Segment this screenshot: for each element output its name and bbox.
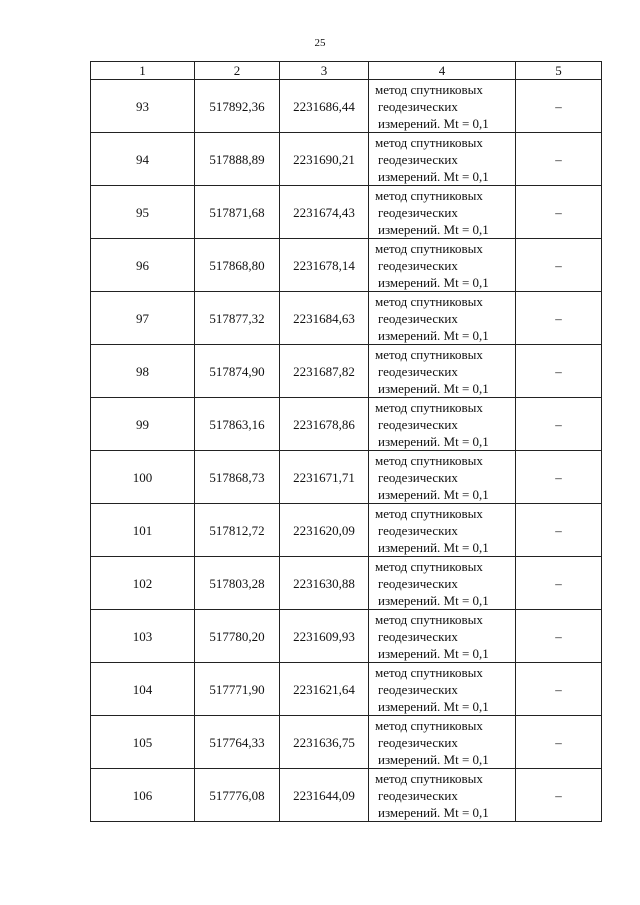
method-line: метод спутниковых [375,187,483,203]
x-coordinate-cell: 517871,68 [195,186,280,239]
method-line: измерений. Mt = 0,1 [378,433,489,449]
method-line: метод спутниковых [375,558,483,574]
method-line: измерений. Mt = 0,1 [378,592,489,608]
point-number-cell: 95 [91,186,195,239]
method-cell [369,451,516,504]
method-cell [369,398,516,451]
point-number-cell: 99 [91,398,195,451]
point-number-cell: 97 [91,292,195,345]
point-number-cell: 104 [91,663,195,716]
method-line: геодезических [378,310,458,326]
table-row [91,133,602,186]
method-line: геодезических [378,575,458,591]
note-cell: – [516,292,602,345]
note-cell: – [516,451,602,504]
y-coordinate-cell: 2231678,86 [280,398,369,451]
page-number: 25 [314,37,326,49]
column-header-4: 4 [369,62,516,80]
table-body [91,80,602,822]
table-row [91,769,602,822]
method-cell [369,186,516,239]
method-line: геодезических [378,257,458,273]
table-header [91,62,602,80]
note-cell: – [516,663,602,716]
x-coordinate-cell: 517868,80 [195,239,280,292]
method-line: метод спутниковых [375,717,483,733]
method-line: метод спутниковых [375,770,483,786]
point-number-cell: 94 [91,133,195,186]
method-line: метод спутниковых [375,293,483,309]
method-line: геодезических [378,204,458,220]
method-line: измерений. Mt = 0,1 [378,486,489,502]
method-line: геодезических [378,681,458,697]
x-coordinate-cell: 517771,90 [195,663,280,716]
method-line: метод спутниковых [375,240,483,256]
method-line: измерений. Mt = 0,1 [378,115,489,131]
point-number-cell: 105 [91,716,195,769]
method-line: измерений. Mt = 0,1 [378,751,489,767]
method-line: геодезических [378,522,458,538]
method-line: метод спутниковых [375,81,483,97]
note-cell: – [516,186,602,239]
x-coordinate-cell: 517892,36 [195,80,280,133]
note-cell: – [516,398,602,451]
method-cell [369,80,516,133]
y-coordinate-cell: 2231678,14 [280,239,369,292]
table-row [91,186,602,239]
method-line: метод спутниковых [375,346,483,362]
y-coordinate-cell: 2231674,43 [280,186,369,239]
x-coordinate-cell: 517888,89 [195,133,280,186]
x-coordinate-cell: 517776,08 [195,769,280,822]
method-line: измерений. Mt = 0,1 [378,698,489,714]
note-cell: – [516,557,602,610]
point-number-cell: 101 [91,504,195,557]
table-row [91,716,602,769]
note-cell: – [516,133,602,186]
table-row [91,292,602,345]
note-cell: – [516,504,602,557]
y-coordinate-cell: 2231620,09 [280,504,369,557]
y-coordinate-cell: 2231644,09 [280,769,369,822]
table-row [91,239,602,292]
x-coordinate-cell: 517812,72 [195,504,280,557]
table-row [91,663,602,716]
method-line: геодезических [378,363,458,379]
point-number-cell: 93 [91,80,195,133]
method-cell [369,239,516,292]
method-line: геодезических [378,628,458,644]
method-line: геодезических [378,98,458,114]
x-coordinate-cell: 517803,28 [195,557,280,610]
table-row [91,345,602,398]
method-line: измерений. Mt = 0,1 [378,168,489,184]
point-number-cell: 106 [91,769,195,822]
method-cell [369,663,516,716]
y-coordinate-cell: 2231621,64 [280,663,369,716]
table-row [91,610,602,663]
column-header-1: 1 [91,62,195,80]
method-line: геодезических [378,416,458,432]
method-cell [369,133,516,186]
note-cell: – [516,769,602,822]
method-line: измерений. Mt = 0,1 [378,804,489,820]
x-coordinate-cell: 517874,90 [195,345,280,398]
method-line: измерений. Mt = 0,1 [378,539,489,555]
column-header-3: 3 [280,62,369,80]
coordinates-table [90,61,602,822]
method-line: геодезических [378,469,458,485]
column-header-5: 5 [516,62,602,80]
point-number-cell: 103 [91,610,195,663]
y-coordinate-cell: 2231636,75 [280,716,369,769]
method-line: метод спутниковых [375,505,483,521]
method-line: метод спутниковых [375,399,483,415]
x-coordinate-cell: 517764,33 [195,716,280,769]
method-cell [369,504,516,557]
y-coordinate-cell: 2231684,63 [280,292,369,345]
method-line: геодезических [378,734,458,750]
header-row [91,62,602,80]
y-coordinate-cell: 2231609,93 [280,610,369,663]
table-row [91,451,602,504]
method-line: геодезических [378,787,458,803]
note-cell: – [516,610,602,663]
method-cell [369,716,516,769]
table-row [91,80,602,133]
note-cell: – [516,345,602,398]
table-row [91,398,602,451]
method-line: метод спутниковых [375,611,483,627]
method-line: измерений. Mt = 0,1 [378,274,489,290]
table-row [91,557,602,610]
method-line: метод спутниковых [375,452,483,468]
method-line: измерений. Mt = 0,1 [378,645,489,661]
y-coordinate-cell: 2231630,88 [280,557,369,610]
method-line: метод спутниковых [375,664,483,680]
x-coordinate-cell: 517863,16 [195,398,280,451]
method-cell [369,769,516,822]
method-cell [369,610,516,663]
point-number-cell: 102 [91,557,195,610]
point-number-cell: 100 [91,451,195,504]
method-line: измерений. Mt = 0,1 [378,327,489,343]
method-line: метод спутниковых [375,134,483,150]
y-coordinate-cell: 2231686,44 [280,80,369,133]
column-header-2: 2 [195,62,280,80]
y-coordinate-cell: 2231690,21 [280,133,369,186]
note-cell: – [516,80,602,133]
x-coordinate-cell: 517780,20 [195,610,280,663]
note-cell: – [516,716,602,769]
y-coordinate-cell: 2231671,71 [280,451,369,504]
note-cell: – [516,239,602,292]
method-cell [369,557,516,610]
point-number-cell: 98 [91,345,195,398]
method-line: геодезических [378,151,458,167]
method-cell [369,292,516,345]
point-number-cell: 96 [91,239,195,292]
method-line: измерений. Mt = 0,1 [378,221,489,237]
method-cell [369,345,516,398]
x-coordinate-cell: 517868,73 [195,451,280,504]
table-row [91,504,602,557]
y-coordinate-cell: 2231687,82 [280,345,369,398]
method-line: измерений. Mt = 0,1 [378,380,489,396]
x-coordinate-cell: 517877,32 [195,292,280,345]
